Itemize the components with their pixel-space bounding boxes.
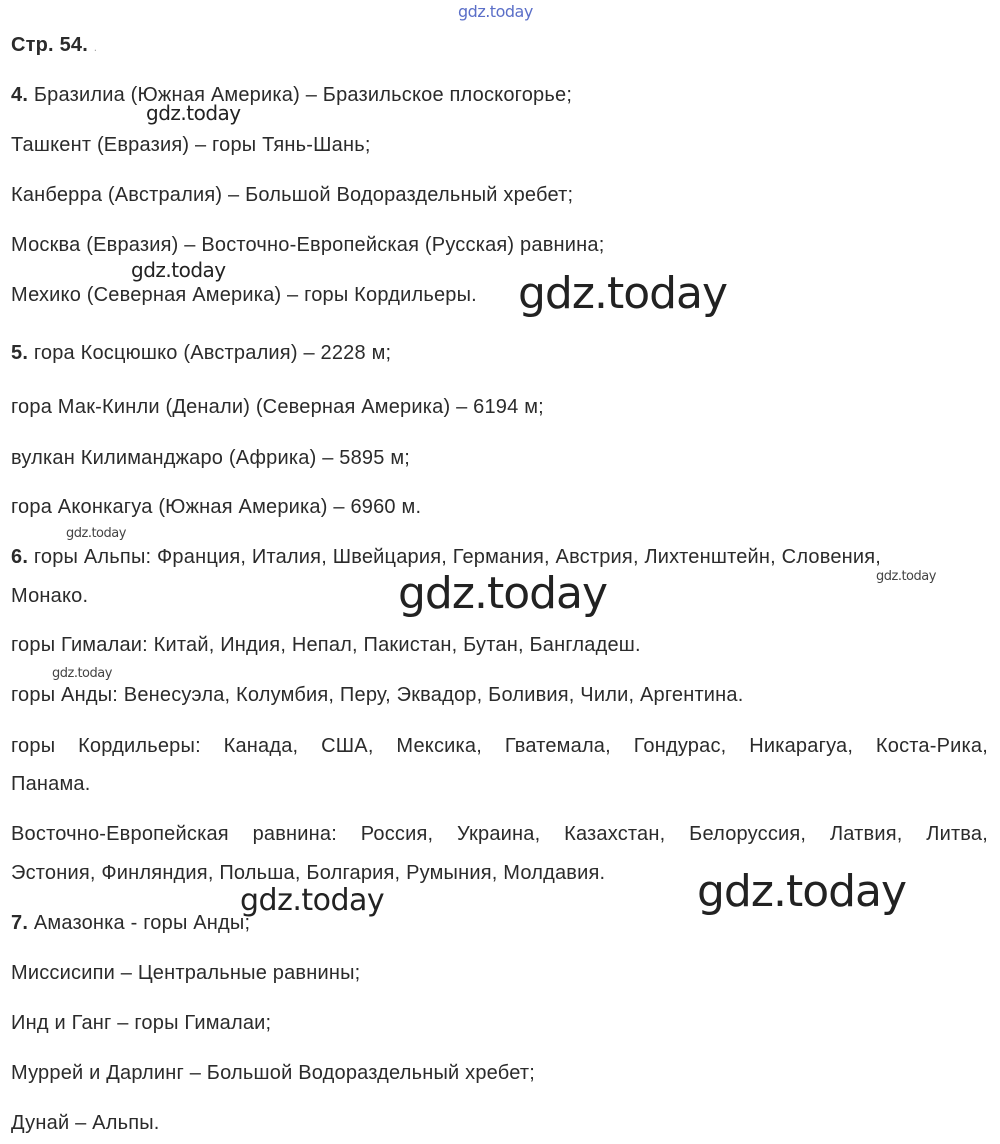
line-text: Амазонка - горы Анды;: [28, 912, 251, 934]
task-4-line-1: [11, 83, 572, 107]
line-text: гора Мак-Кинли (Денали) (Северная Америка) – 6194 м;: [11, 396, 544, 418]
task-number: 5.: [11, 342, 29, 364]
line-text: Миссисипи – Центральные равнины;: [11, 962, 361, 984]
task-5-line-2: [11, 395, 544, 419]
task-7-line-2: [11, 961, 360, 985]
task-4-line-3: [11, 183, 573, 207]
line-text: горы Анды: Венесуэла, Колумбия, Перу, Эквадор, Боливия, Чили, Аргентина.: [11, 684, 744, 706]
task-6-line-6: [11, 772, 91, 796]
line-text: Дунай – Альпы.: [11, 1112, 160, 1134]
task-7-line-4: [11, 1061, 535, 1085]
watermark: gdz.today: [66, 526, 126, 541]
watermark: gdz.today: [240, 883, 385, 918]
line-text: Ташкент (Евразия) – горы Тянь-Шань;: [11, 134, 371, 156]
page-label: Стр. 54.: [11, 34, 88, 56]
watermark: gdz.today: [52, 666, 112, 681]
task-7-line-3: [11, 1011, 271, 1035]
watermark-top: gdz.today: [458, 2, 533, 21]
task-6-line-4: [11, 683, 744, 707]
task-7-line-1: [11, 911, 250, 935]
task-6-line-3: [11, 633, 641, 657]
task-5-line-4: [11, 495, 421, 519]
page-title: [11, 33, 97, 59]
watermark: gdz.today: [398, 568, 608, 619]
line-text: горы Кордильеры: Канада, США, Мексика, Гватемала, Гондурас, Никарагуа, Коста-Рика,: [11, 735, 988, 757]
page-label-mark: .: [93, 40, 98, 54]
watermark: gdz.today: [146, 101, 241, 125]
line-text: Монако.: [11, 585, 89, 607]
task-4-line-2: [11, 133, 371, 157]
task-number: 6.: [11, 546, 29, 568]
watermark: gdz.today: [697, 866, 907, 917]
watermark: gdz.today: [518, 268, 728, 319]
watermark: gdz.today: [131, 258, 226, 282]
task-number: 7.: [11, 912, 29, 934]
line-text: Муррей и Дарлинг – Большой Водораздельный хребет;: [11, 1062, 535, 1084]
line-text: Восточно-Европейская равнина: Россия, Украина, Казахстан, Белоруссия, Латвия, Литва,: [11, 823, 988, 845]
task-5-line-3: [11, 446, 410, 470]
task-6-line-8: [11, 861, 605, 885]
task-6-line-7: [11, 822, 988, 846]
line-text: Панама.: [11, 773, 91, 795]
line-text: гора Косцюшко (Австралия) – 2228 м;: [28, 342, 392, 364]
task-6-line-2: [11, 584, 88, 608]
task-5-line-1: [11, 341, 391, 365]
task-6-line-5: [11, 734, 988, 758]
line-text: вулкан Килиманджаро (Африка) – 5895 м;: [11, 447, 411, 469]
task-7-line-5: [11, 1111, 160, 1135]
line-text: гора Аконкагуа (Южная Америка) – 6960 м.: [11, 496, 422, 518]
task-4-line-4: [11, 233, 604, 257]
line-text: Бразилиа (Южная Америка) – Бразильское плоскогорье;: [28, 84, 573, 106]
line-text: Эстония, Финляндия, Польша, Болгария, Румыния, Молдавия.: [11, 862, 606, 884]
line-text: Канберра (Австралия) – Большой Водораздельный хребет;: [11, 184, 574, 206]
watermark: gdz.today: [876, 569, 936, 584]
line-text: Инд и Ганг – горы Гималаи;: [11, 1012, 272, 1034]
line-text: Мехико (Северная Америка) – горы Кордильеры.: [11, 284, 477, 306]
line-text: горы Альпы: Франция, Италия, Швейцария, Германия, Австрия, Лихтенштейн, Словения,: [28, 546, 882, 568]
task-4-line-5: [11, 283, 477, 307]
task-number: 4.: [11, 84, 29, 106]
line-text: Москва (Евразия) – Восточно-Европейская (Русская) равнина;: [11, 234, 605, 256]
line-text: горы Гималаи: Китай, Индия, Непал, Пакистан, Бутан, Бангладеш.: [11, 634, 641, 656]
task-6-line-1: [11, 545, 881, 569]
